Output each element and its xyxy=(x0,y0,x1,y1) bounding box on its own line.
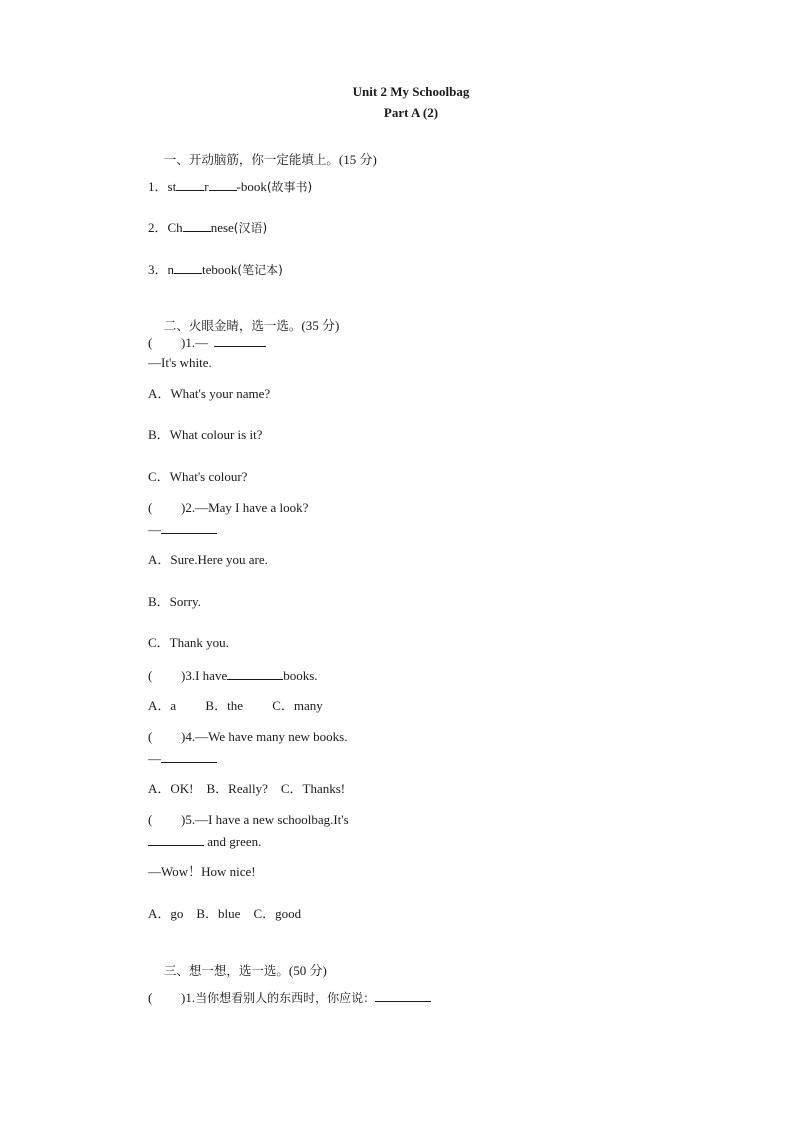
section-3-title: 三、想一想，选一选。 xyxy=(163,963,289,978)
question-text: — xyxy=(195,335,209,350)
fill-item-1 xyxy=(148,178,312,195)
word-part: -book xyxy=(236,179,267,194)
options-row: A．OK! B．Really? C．Thanks! xyxy=(148,781,346,796)
answer-blank[interactable] xyxy=(176,178,204,191)
options-row: A．a B．the C．many xyxy=(148,698,323,713)
part-subtitle: Part A (2) xyxy=(383,105,439,120)
question-2-stem xyxy=(148,500,308,516)
question-number: )1. xyxy=(181,335,196,350)
word-part: tebook xyxy=(202,262,238,277)
question-number: )2. xyxy=(181,500,196,515)
section-1-points: (15 分) xyxy=(338,152,377,167)
question-number: )3. xyxy=(181,668,196,683)
option-c: C．Thank you. xyxy=(148,635,229,650)
word-part: st xyxy=(167,179,177,194)
answer-bracket[interactable]: ( xyxy=(148,500,153,515)
answer-blank[interactable] xyxy=(214,334,266,347)
chinese-hint: (笔记本) xyxy=(237,263,283,277)
item-number: 1． xyxy=(148,179,168,194)
item-number: 2． xyxy=(148,220,168,235)
section-1-heading xyxy=(148,136,377,184)
question-number: )1. xyxy=(181,990,196,1005)
dash: — xyxy=(148,751,161,766)
option-a: A．Sure.Here you are. xyxy=(148,552,268,567)
word-part: r xyxy=(204,179,209,194)
question-text: and green. xyxy=(204,834,262,849)
answer-blank[interactable] xyxy=(161,750,217,763)
word-part: Ch xyxy=(167,220,183,235)
option-c: C．What's colour? xyxy=(148,469,248,484)
answer-bracket[interactable]: ( xyxy=(148,668,153,683)
section-3-heading xyxy=(148,947,327,995)
question-5-stem xyxy=(148,812,349,828)
section-3-question-1 xyxy=(148,989,431,1006)
section-2-points: (35 分) xyxy=(301,318,340,333)
answer-bracket[interactable]: ( xyxy=(148,990,153,1005)
option-b: B．Sorry. xyxy=(148,594,201,609)
answer-blank[interactable] xyxy=(209,178,237,191)
question-4-reply xyxy=(148,750,217,767)
answer-bracket[interactable]: ( xyxy=(148,812,153,827)
option-b: B．What colour is it? xyxy=(148,427,263,442)
question-4-stem xyxy=(148,729,347,745)
word-part: n xyxy=(167,262,175,277)
word-part: nese xyxy=(210,220,234,235)
question-text: —May I have a look? xyxy=(195,500,309,515)
section-2-title: 二、火眼金睛，选一选。 xyxy=(163,318,302,333)
question-1-reply: —It's white. xyxy=(148,355,212,370)
chinese-hint: (故事书) xyxy=(266,180,313,194)
unit-title: Unit 2 My Schoolbag xyxy=(352,84,470,99)
chinese-hint: (汉语) xyxy=(233,221,268,235)
question-text: —I have a new schoolbag.It's xyxy=(195,812,349,827)
question-5-reply: —Wow！How nice! xyxy=(148,864,256,879)
question-number: )4. xyxy=(181,729,196,744)
question-text: I have xyxy=(195,668,228,683)
question-5-line2 xyxy=(148,833,261,850)
question-number: )5. xyxy=(181,812,196,827)
answer-blank[interactable] xyxy=(174,261,202,274)
option-a: A．What's your name? xyxy=(148,386,271,401)
answer-bracket[interactable]: ( xyxy=(148,335,153,350)
options-row: A．go B．blue C．good xyxy=(148,906,302,921)
question-text: books. xyxy=(283,668,318,683)
answer-bracket[interactable]: ( xyxy=(148,729,153,744)
dash: — xyxy=(148,522,161,537)
fill-item-3 xyxy=(148,261,283,278)
question-1-stem xyxy=(148,334,266,351)
section-1-title: 一、开动脑筋，你一定能填上。 xyxy=(163,152,339,167)
answer-blank[interactable] xyxy=(148,833,204,846)
fill-item-2 xyxy=(148,219,267,236)
section-3-points: (50 分) xyxy=(288,963,327,978)
question-text: —We have many new books. xyxy=(195,729,348,744)
answer-blank[interactable] xyxy=(183,219,211,232)
answer-blank[interactable] xyxy=(227,667,283,680)
answer-blank[interactable] xyxy=(375,989,431,1002)
item-number: 3． xyxy=(148,262,168,277)
question-2-reply xyxy=(148,521,217,538)
answer-blank[interactable] xyxy=(161,521,217,534)
question-3-stem xyxy=(148,667,318,684)
question-text: 当你想看别人的东西时，你应说： xyxy=(195,991,376,1005)
